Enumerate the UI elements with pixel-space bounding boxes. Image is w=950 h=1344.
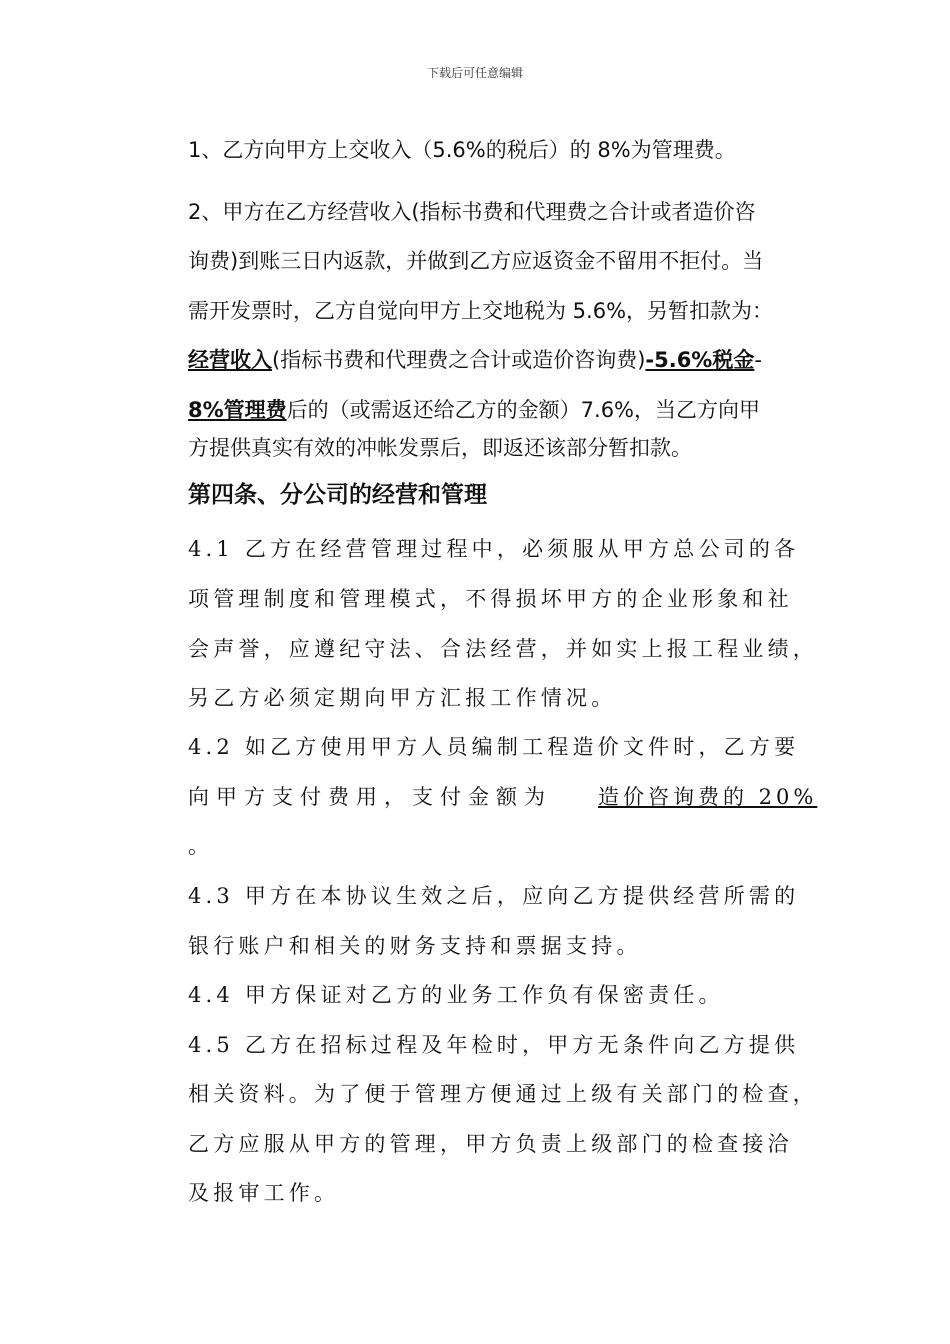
formula-income-definition: (指标书费和代理费之合计或造价咨询费): [272, 348, 646, 372]
fee-item-2-line-3: 需开发票时，乙方自觉向甲方上交地税为 5.6%，另暂扣款为：: [188, 299, 774, 323]
clause-4-1-line-4: 另乙方必须定期向甲方汇报工作情况。: [188, 686, 617, 710]
formula-minus: -: [754, 348, 762, 372]
clause-4-5-line-3: 乙方应服从甲方的管理，甲方负责上级部门的检查接洽: [188, 1132, 793, 1156]
article-4-title: 第四条、分公司的经营和管理: [188, 482, 487, 508]
clause-4-1-line-1: 4.1 乙方在经营管理过程中，必须服从甲方总公司的各: [188, 537, 800, 561]
clause-4-2-line-2: [188, 783, 817, 811]
clause-4-2-line-3: 。: [188, 834, 209, 858]
formula-remainder: 后的（或需返还给乙方的金额）7.6%，当乙方向甲: [286, 398, 761, 422]
page-header: 下载后可任意编辑: [426, 66, 523, 80]
fee-formula-line: [188, 346, 762, 374]
clause-4-2-payment-text: 向甲方支付费用，支付金额为: [188, 785, 552, 809]
fee-item-2-line-6: 方提供真实有效的冲帐发票后，即返还该部分暂扣款。: [188, 436, 692, 460]
clause-4-3-line-2: 银行账户和相关的财务支持和票据支持。: [188, 934, 642, 958]
clause-4-5-line-4: 及报审工作。: [188, 1181, 340, 1205]
formula-operating-income: 经营收入: [188, 348, 272, 372]
clause-4-1-line-3: 会声誉，应遵纪守法、合法经营，并如实上报工程业绩，: [188, 637, 818, 661]
fee-item-1: 1、乙方向甲方上交收入（5.6%的税后）的 8%为管理费。: [188, 138, 736, 162]
fee-item-2-line-1: 2、甲方在乙方经营收入(指标书费和代理费之合计或者造价咨: [188, 200, 756, 224]
fee-item-2-line-2: 询费)到账三日内返款，并做到乙方应返资金不留用不拒付。当: [188, 249, 764, 273]
clause-4-5-line-1: 4.5 乙方在招标过程及年检时，甲方无条件向乙方提供: [188, 1033, 800, 1057]
formula-management-fee: 8%管理费: [188, 398, 287, 422]
clause-4-2-payment-amount: 造价咨询费的 20%: [598, 785, 818, 809]
clause-4-5-line-2: 相关资料。为了便于管理方便通过上级有关部门的检查，: [188, 1082, 818, 1106]
fee-formula-line-2: [188, 396, 760, 424]
clause-4-2-line-1: 4.2 如乙方使用甲方人员编制工程造价文件时，乙方要: [188, 735, 800, 759]
clause-4-1-line-2: 项管理制度和管理模式，不得损坏甲方的企业形象和社: [188, 587, 793, 611]
clause-4-3-line-1: 4.3 甲方在本协议生效之后，应向乙方提供经营所需的: [188, 884, 800, 908]
clause-4-4: 4.4 甲方保证对乙方的业务工作负有保密责任。: [188, 983, 724, 1007]
formula-tax: -5.6%税金: [645, 348, 755, 372]
